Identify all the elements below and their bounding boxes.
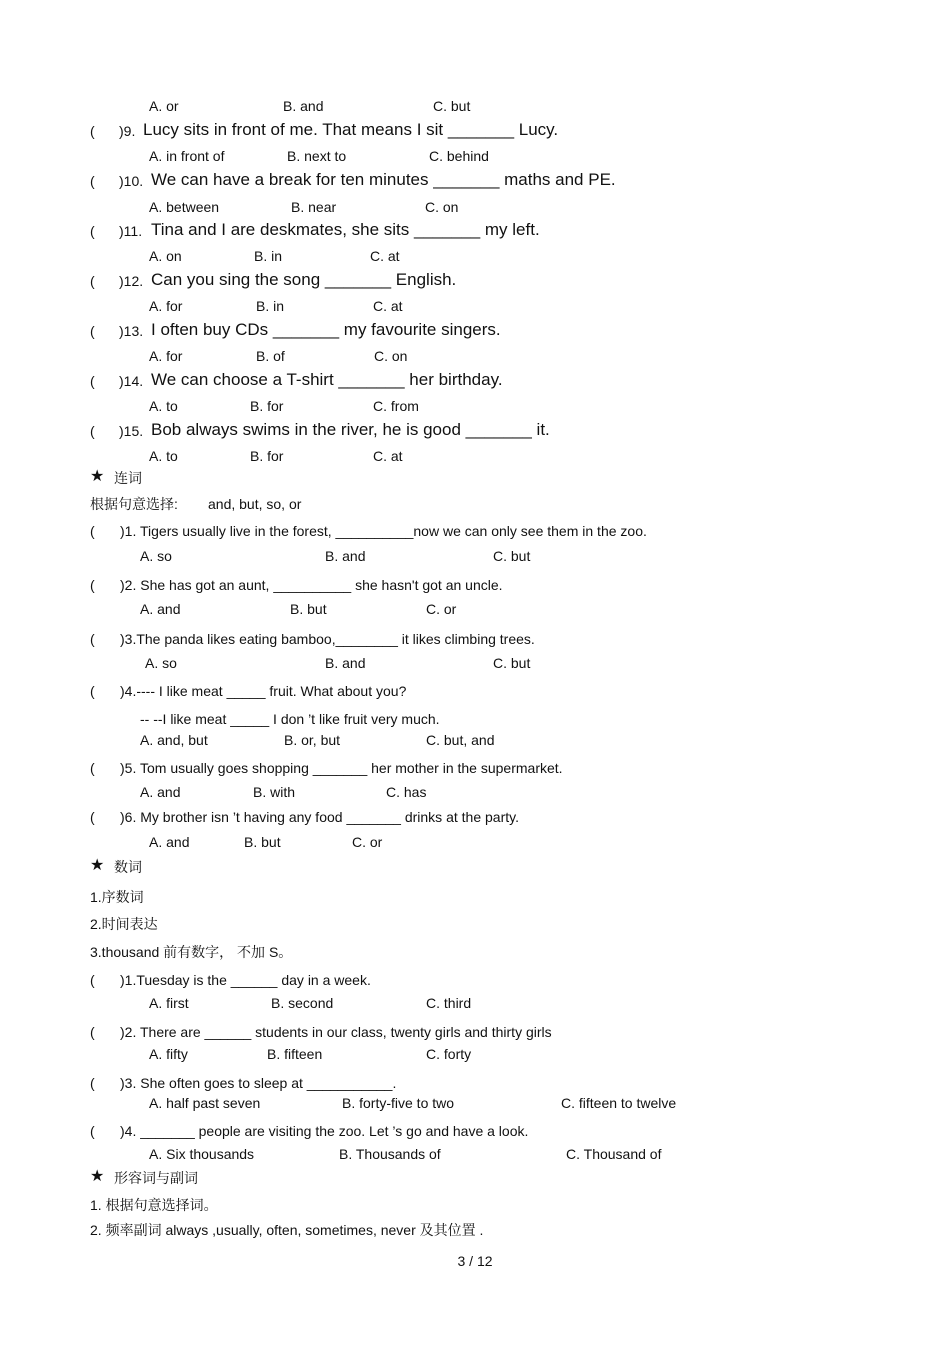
- question-text: )4.---- I like meat _____ fruit. What about you?: [120, 683, 407, 699]
- answer-paren: (: [90, 760, 95, 776]
- answer-paren: (: [90, 123, 95, 139]
- question-text: )6. My brother isn ’t having any food _______ drinks at the party.: [120, 809, 519, 825]
- instruction-text: 根据句意选择:: [90, 496, 178, 512]
- note: 2. 频率副词 always ,usually, often, sometimes, never 及其位置 .: [90, 1222, 484, 1238]
- option: C. but, and: [426, 732, 495, 748]
- page-number: 3 / 12: [457, 1253, 493, 1269]
- answer-paren: (: [90, 323, 95, 339]
- option: A. so: [145, 655, 177, 671]
- option: C. forty: [426, 1046, 472, 1062]
- option: B. or, but: [284, 732, 341, 748]
- option: A. and: [140, 601, 181, 617]
- option: A. so: [140, 548, 172, 564]
- option: B. in: [254, 248, 283, 264]
- option: A. Six thousands: [149, 1146, 255, 1162]
- note: 1. 根据句意选择词。: [90, 1197, 218, 1213]
- question-text-line2: -- --I like meat _____ I don ’t like fruit very much.: [140, 711, 440, 727]
- note: 3.thousand 前有数字， 不加 S。: [90, 944, 293, 960]
- note: 1.序数词: [90, 889, 144, 905]
- option: C. third: [426, 995, 472, 1011]
- option: A. in front of: [149, 148, 225, 164]
- option: C. at: [373, 448, 403, 464]
- option: C. or: [426, 601, 457, 617]
- answer-paren: (: [90, 423, 95, 439]
- option: C. at: [370, 248, 400, 264]
- option: B. Thousands of: [339, 1146, 441, 1162]
- question-text: Tina and I are deskmates, she sits _______ my left.: [151, 220, 540, 239]
- answer-paren: (: [90, 1075, 95, 1091]
- option: C. but: [433, 98, 471, 114]
- question-text: We can have a break for ten minutes _______ maths and PE.: [151, 170, 616, 189]
- question-text: )1.Tuesday is the ______ day in a week.: [120, 972, 371, 988]
- option: C. or: [352, 834, 383, 850]
- question-text: )2. There are ______ students in our class, twenty girls and thirty girls: [120, 1024, 552, 1040]
- question-number: )9.: [119, 123, 136, 139]
- option: C. behind: [429, 148, 489, 164]
- option: C. Thousand of: [566, 1146, 662, 1162]
- star-icon: ★: [90, 857, 105, 874]
- question-number: )14.: [119, 373, 144, 389]
- question-number: )11.: [119, 223, 143, 239]
- question-text: )3.The panda likes eating bamboo,________ it likes climbing trees.: [120, 631, 535, 647]
- option: A. fifty: [149, 1046, 188, 1062]
- question-text: )3. She often goes to sleep at ___________.: [120, 1075, 397, 1091]
- option: A. half past seven: [149, 1095, 261, 1111]
- option: A. and, but: [140, 732, 208, 748]
- option: B. and: [325, 655, 366, 671]
- option: A. between: [149, 199, 220, 215]
- option: C. at: [373, 298, 403, 314]
- answer-paren: (: [90, 972, 95, 988]
- option: A. and: [140, 784, 181, 800]
- option: B. fifteen: [267, 1046, 323, 1062]
- option: C. on: [425, 199, 459, 215]
- question-number: )12.: [119, 273, 144, 289]
- option: A. for: [149, 298, 183, 314]
- option: C. but: [493, 655, 531, 671]
- answer-paren: (: [90, 1024, 95, 1040]
- section-heading: 形容词与副词: [114, 1170, 198, 1186]
- option: B. and: [325, 548, 366, 564]
- option: A. or: [149, 98, 179, 114]
- option: B. but: [244, 834, 281, 850]
- question-text: )4. _______ people are visiting the zoo. Let ’s go and have a look.: [120, 1123, 529, 1139]
- option: B. for: [250, 398, 284, 414]
- answer-paren: (: [90, 173, 95, 189]
- answer-paren: (: [90, 577, 95, 593]
- option: B. forty-five to two: [342, 1095, 455, 1111]
- option: B. second: [271, 995, 334, 1011]
- option: C. from: [373, 398, 419, 414]
- question-number: )13.: [119, 323, 144, 339]
- option: B. but: [290, 601, 327, 617]
- answer-paren: (: [90, 223, 95, 239]
- answer-paren: (: [90, 683, 95, 699]
- answer-paren: (: [90, 273, 95, 289]
- option: C. has: [386, 784, 427, 800]
- option: A. to: [149, 448, 178, 464]
- option: B. with: [253, 784, 296, 800]
- option: A. for: [149, 348, 183, 364]
- answer-paren: (: [90, 631, 95, 647]
- star-icon: ★: [90, 1168, 105, 1185]
- question-text: Can you sing the song _______ English.: [151, 270, 457, 289]
- question-text: Lucy sits in front of me. That means I sit _______ Lucy.: [143, 120, 559, 139]
- option: A. to: [149, 398, 178, 414]
- option: B. for: [250, 448, 284, 464]
- question-text: I often buy CDs _______ my favourite singers.: [151, 320, 501, 339]
- answer-paren: (: [90, 373, 95, 389]
- question-text: )2. She has got an aunt, __________ she hasn't got an uncle.: [120, 577, 503, 593]
- option: B. of: [256, 348, 285, 364]
- option: A. on: [149, 248, 182, 264]
- note: 2.时间表达: [90, 916, 158, 932]
- option: B. in: [256, 298, 285, 314]
- question-number: )10.: [119, 173, 144, 189]
- section-heading: 数词: [114, 859, 142, 875]
- question-text: )5. Tom usually goes shopping _______ her mother in the supermarket.: [120, 760, 563, 776]
- option: A. first: [149, 995, 189, 1011]
- question-text: )1. Tigers usually live in the forest, __________now we can only see them in the zoo.: [120, 523, 647, 539]
- question-text: Bob always swims in the river, he is good _______ it.: [151, 420, 550, 439]
- answer-paren: (: [90, 809, 95, 825]
- answer-paren: (: [90, 523, 95, 539]
- option: B. near: [291, 199, 337, 215]
- question-text: We can choose a T-shirt _______ her birthday.: [151, 370, 503, 389]
- option: B. next to: [287, 148, 347, 164]
- answer-paren: (: [90, 1123, 95, 1139]
- option: A. and: [149, 834, 190, 850]
- section-heading: 连词: [114, 470, 142, 486]
- star-icon: ★: [90, 468, 105, 485]
- instruction-choices: and, but, so, or: [208, 496, 302, 512]
- question-number: )15.: [119, 423, 144, 439]
- option: C. but: [493, 548, 531, 564]
- option: B. and: [283, 98, 324, 114]
- option: C. fifteen to twelve: [561, 1095, 677, 1111]
- option: C. on: [374, 348, 408, 364]
